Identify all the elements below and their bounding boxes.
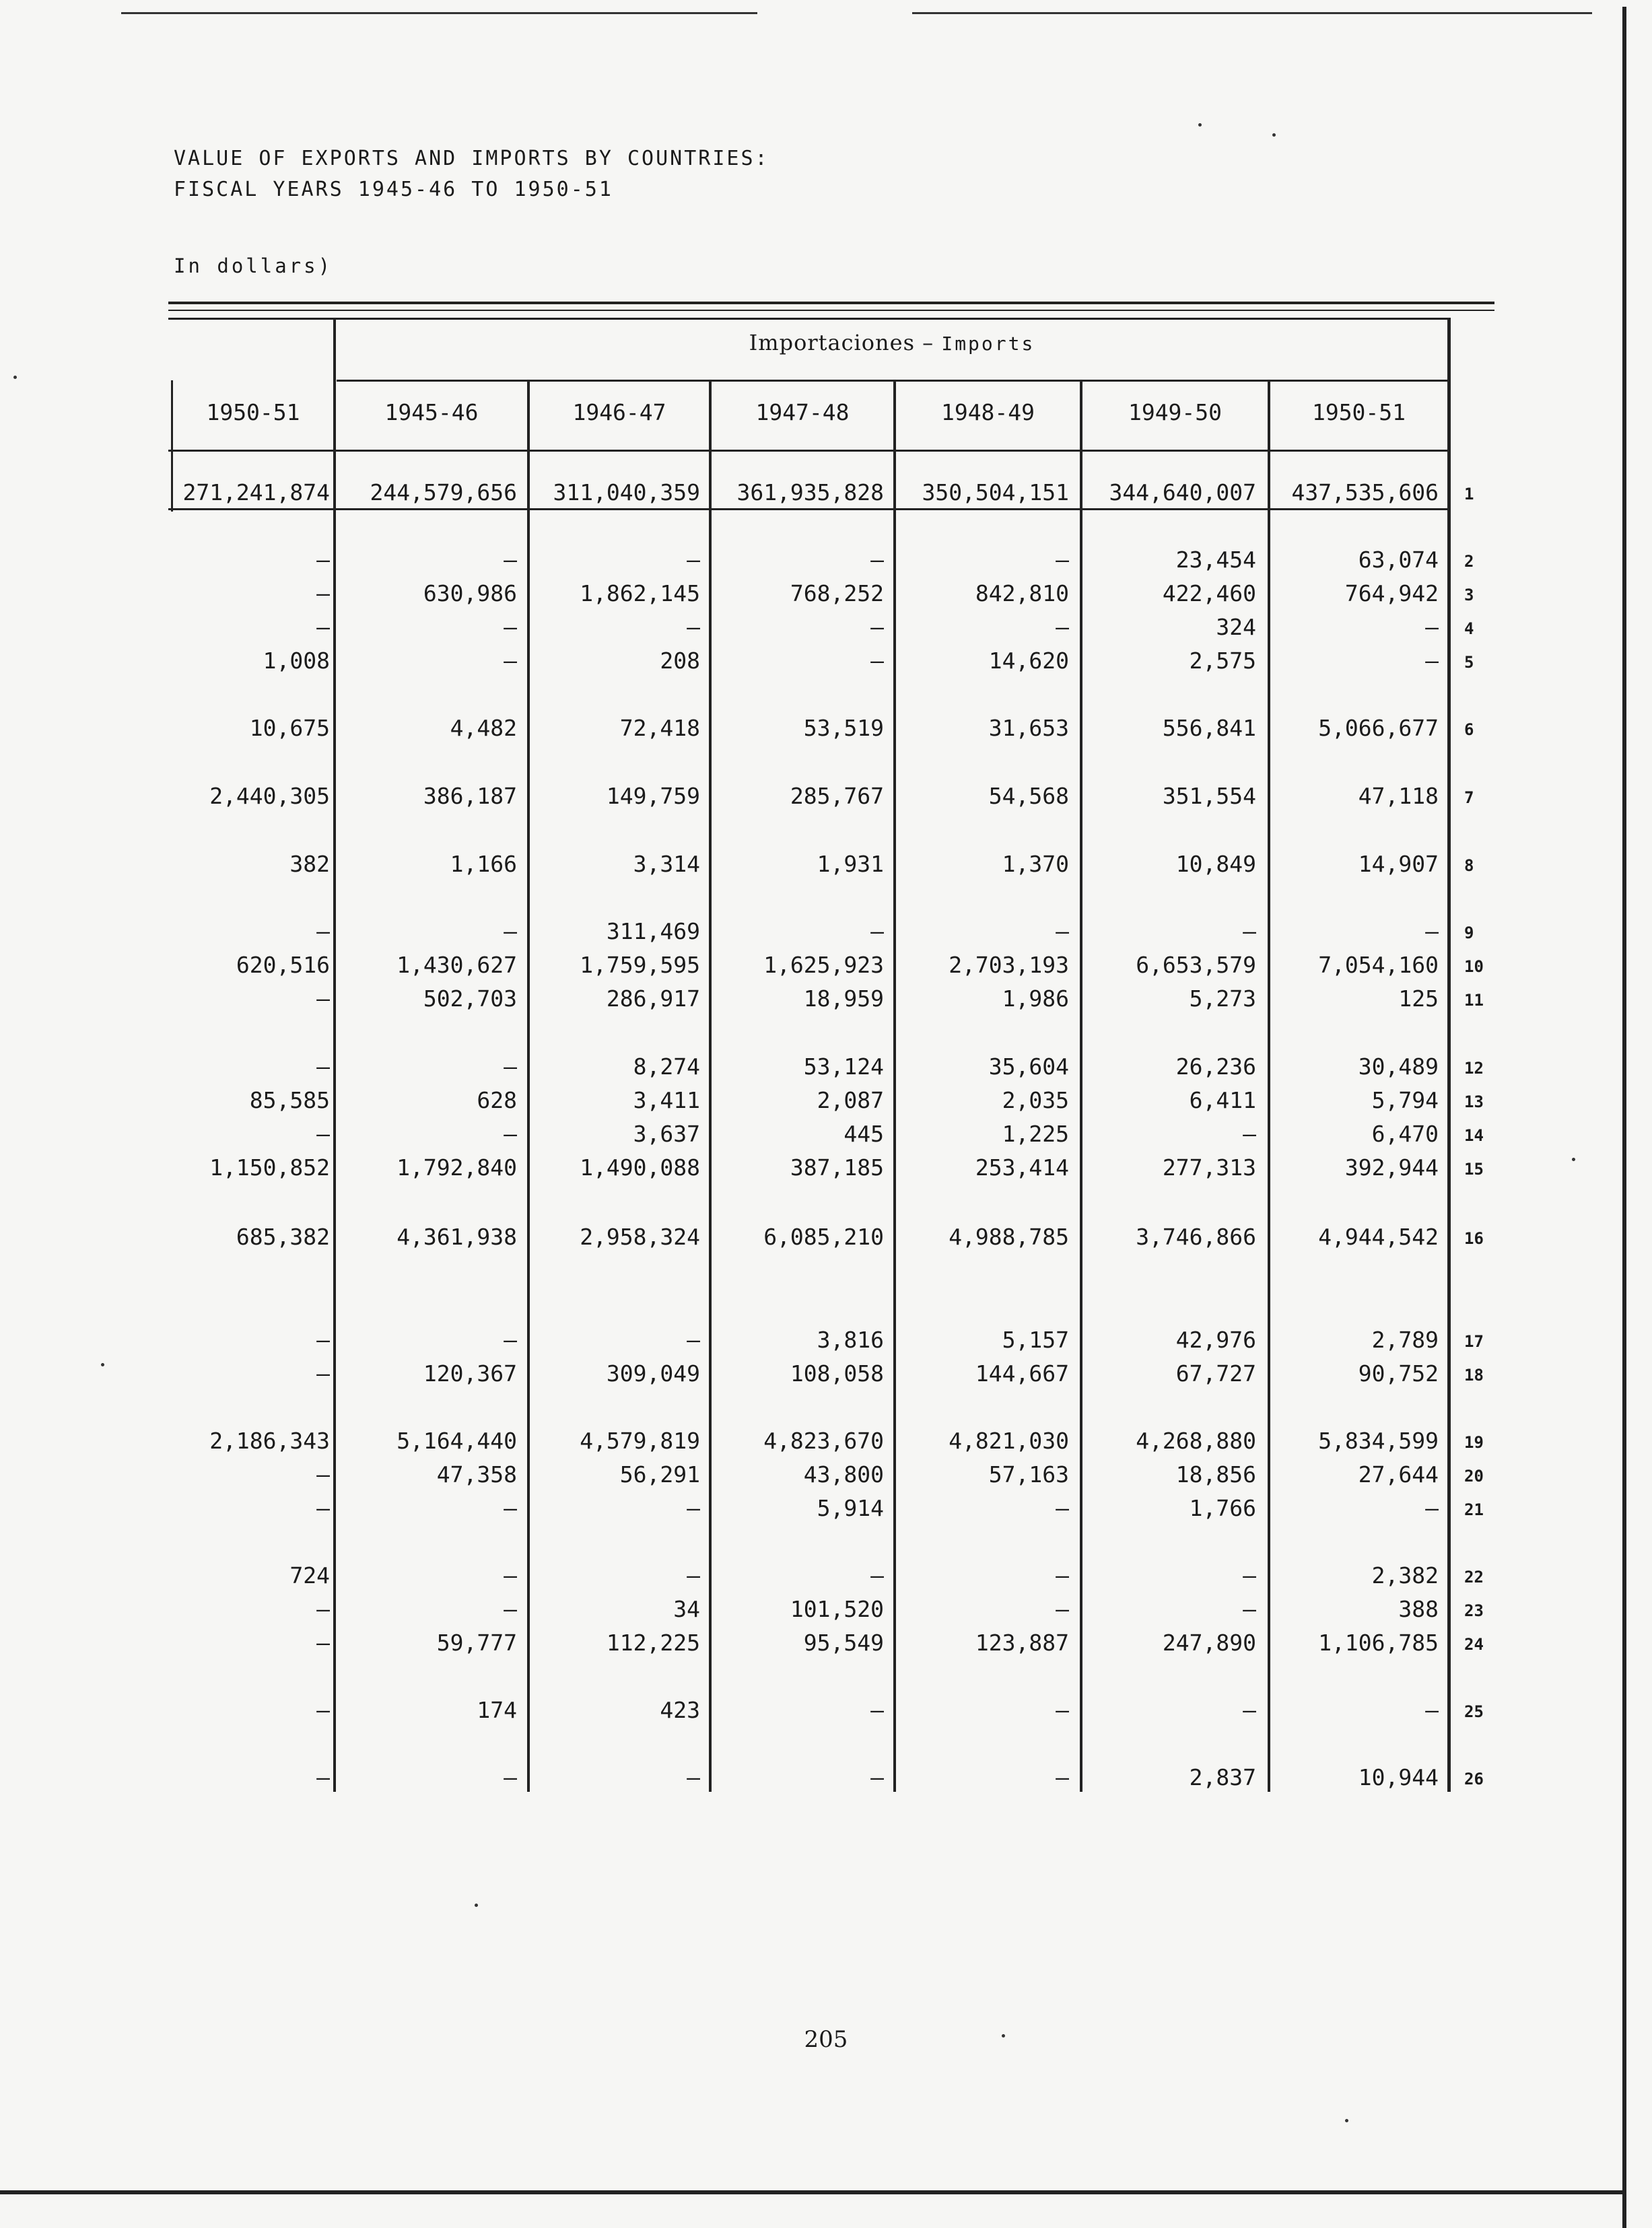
table-cell: 53,519	[803, 715, 884, 741]
imports-group-header	[337, 330, 1447, 355]
table-cell: 5,273	[1189, 985, 1256, 1012]
table-cell: 2,035	[1002, 1087, 1069, 1113]
table-cell: 2,440,305	[209, 783, 330, 809]
row-number: 23	[1464, 1601, 1484, 1620]
row-number: 4	[1464, 619, 1474, 638]
table-cell: —	[1056, 1697, 1069, 1723]
table-cell: 382	[289, 851, 330, 877]
table-cell: 63,074	[1358, 547, 1439, 573]
table-cell: 764,942	[1344, 580, 1439, 606]
table-cell: 57,163	[988, 1461, 1069, 1488]
table-cell: —	[316, 918, 330, 944]
table-cell: 120,367	[423, 1360, 517, 1387]
table-cell: 685,382	[236, 1224, 330, 1250]
table-cell: —	[316, 1630, 330, 1656]
column-line-5	[1080, 380, 1082, 1792]
table-cell: 437,535,606	[1291, 479, 1439, 506]
table-cell: 54,568	[988, 783, 1069, 809]
table-cell: —	[1056, 1562, 1069, 1589]
table-cell: —	[316, 1327, 330, 1353]
table-cell: —	[504, 1327, 517, 1353]
table-cell: 10,675	[249, 715, 330, 741]
table-cell: —	[316, 1461, 330, 1488]
table-cell: 56,291	[619, 1461, 700, 1488]
table-top-rule-1	[168, 302, 1494, 304]
title-line-1: VALUE OF EXPORTS AND IMPORTS BY COUNTRIES:	[174, 147, 769, 170]
table-cell: 556,841	[1162, 715, 1256, 741]
table-cell: 1,862,145	[580, 580, 700, 606]
table-cell: 2,186,343	[209, 1428, 330, 1454]
column-header-1945-46: 1945-46	[384, 399, 479, 425]
table-cell: 47,118	[1358, 783, 1439, 809]
page-frame-right	[1622, 7, 1626, 2228]
table-cell: —	[1425, 1697, 1439, 1723]
table-cell: 8,274	[633, 1053, 700, 1080]
table-cell: 285,767	[790, 783, 884, 809]
table-cell: 108,058	[790, 1360, 884, 1387]
table-cell: —	[504, 547, 517, 573]
column-header-imports-1950-51: 1950-51	[1311, 399, 1406, 425]
table-cell: 208	[660, 648, 700, 674]
table-cell: —	[1243, 1121, 1256, 1147]
column-header-1946-47: 1946-47	[572, 399, 666, 425]
table-cell: —	[1056, 1495, 1069, 1521]
row-number: 9	[1464, 924, 1474, 942]
table-cell: —	[316, 580, 330, 606]
column-line-3	[709, 380, 712, 1792]
table-cell: —	[504, 1053, 517, 1080]
table-cell: 72,418	[619, 715, 700, 741]
table-cell: 5,834,599	[1318, 1428, 1439, 1454]
table-cell: 112,225	[606, 1630, 700, 1656]
table-cell: 277,313	[1162, 1154, 1256, 1181]
table-cell: 27,644	[1358, 1461, 1439, 1488]
table-cell: —	[1056, 547, 1069, 573]
row-number: 8	[1464, 856, 1474, 875]
table-cell: —	[870, 547, 884, 573]
table-cell: 247,890	[1162, 1630, 1256, 1656]
row-number: 15	[1464, 1160, 1484, 1179]
table-cell: —	[1243, 918, 1256, 944]
table-cell: 3,746,866	[1136, 1224, 1256, 1250]
row-number: 7	[1464, 788, 1474, 807]
table-cell: 6,411	[1189, 1087, 1256, 1113]
scan-speck	[101, 1363, 104, 1366]
table-cell: —	[870, 614, 884, 640]
table-cell: —	[316, 1053, 330, 1080]
table-cell: 10,944	[1358, 1764, 1439, 1790]
table-cell: —	[504, 1562, 517, 1589]
table-cell: —	[687, 1327, 700, 1353]
column-line-1	[333, 318, 336, 1792]
table-cell: 67,727	[1175, 1360, 1256, 1387]
table-cell: 4,823,670	[763, 1428, 884, 1454]
table-cell: —	[316, 1360, 330, 1387]
table-cell: 1,150,852	[209, 1154, 330, 1181]
total-row-rule	[168, 508, 1451, 510]
table-cell: 350,504,151	[922, 479, 1069, 506]
table-cell: 6,470	[1371, 1121, 1439, 1147]
table-cell: 2,703,193	[949, 952, 1069, 978]
table-cell: 34	[673, 1596, 700, 1622]
table-cell: —	[687, 547, 700, 573]
table-cell: 4,821,030	[949, 1428, 1069, 1454]
table-cell: —	[870, 648, 884, 674]
table-cell: 85,585	[249, 1087, 330, 1113]
table-cell: 1,490,088	[580, 1154, 700, 1181]
row-number: 22	[1464, 1568, 1484, 1587]
table-cell: 1,759,595	[580, 952, 700, 978]
table-cell: —	[1243, 1596, 1256, 1622]
table-cell: 31,653	[988, 715, 1069, 741]
table-cell: —	[316, 1596, 330, 1622]
table-cell: —	[316, 1121, 330, 1147]
scan-speck	[13, 376, 17, 379]
table-cell: 423	[660, 1697, 700, 1723]
table-cell: —	[687, 1495, 700, 1521]
table-cell: 5,157	[1002, 1327, 1069, 1353]
table-cell: —	[870, 1764, 884, 1790]
table-cell: 2,382	[1371, 1562, 1439, 1589]
table-cell: 144,667	[975, 1360, 1069, 1387]
table-cell: 5,066,677	[1318, 715, 1439, 741]
table-cell: —	[870, 1562, 884, 1589]
table-cell: 387,185	[790, 1154, 884, 1181]
table-cell: 445	[844, 1121, 884, 1147]
unit-note: In dollars)	[174, 254, 333, 277]
table-cell: 10,849	[1175, 851, 1256, 877]
table-cell: 26,236	[1175, 1053, 1256, 1080]
table-cell: 244,579,656	[370, 479, 517, 506]
table-cell: 47,358	[436, 1461, 517, 1488]
table-cell: 422,460	[1162, 580, 1256, 606]
table-cell: —	[316, 1495, 330, 1521]
column-header-1948-49: 1948-49	[940, 399, 1035, 425]
table-cell: 1,625,923	[763, 952, 884, 978]
column-header-exports-1950-51: 1950-51	[206, 399, 300, 425]
table-cell: 149,759	[606, 783, 700, 809]
table-cell: —	[687, 1562, 700, 1589]
table-cell: 351,554	[1162, 783, 1256, 809]
table-cell: 842,810	[975, 580, 1069, 606]
scan-speck	[1572, 1158, 1575, 1161]
row-number: 11	[1464, 991, 1484, 1010]
table-cell: —	[1056, 1764, 1069, 1790]
table-cell: 361,935,828	[736, 479, 884, 506]
table-cell: 35,604	[988, 1053, 1069, 1080]
table-cell: 174	[477, 1697, 517, 1723]
column-line-2	[527, 380, 530, 1792]
table-cell: —	[1425, 614, 1439, 640]
row-number: 26	[1464, 1770, 1484, 1788]
table-cell: —	[1425, 1495, 1439, 1521]
row-number: 5	[1464, 653, 1474, 672]
table-cell: 101,520	[790, 1596, 884, 1622]
table-cell: 386,187	[423, 783, 517, 809]
table-cell: 18,959	[803, 985, 884, 1012]
table-cell: 392,944	[1344, 1154, 1439, 1181]
page-frame-bottom	[0, 2190, 1626, 2194]
row-number: 2	[1464, 552, 1474, 571]
table-cell: —	[687, 614, 700, 640]
table-cell: 18,856	[1175, 1461, 1256, 1488]
table-cell: —	[316, 547, 330, 573]
table-cell: —	[504, 1596, 517, 1622]
table-cell: 2,958,324	[580, 1224, 700, 1250]
row-number: 6	[1464, 720, 1474, 739]
row-number: 24	[1464, 1635, 1484, 1654]
table-cell: 620,516	[236, 952, 330, 978]
table-cell: 724	[289, 1562, 330, 1589]
scan-speck	[1272, 133, 1276, 137]
row-number: 20	[1464, 1467, 1484, 1486]
table-cell: 1,430,627	[397, 952, 517, 978]
table-cell: 5,794	[1371, 1087, 1439, 1113]
title-line-2: FISCAL YEARS 1945-46 TO 1950-51	[174, 178, 613, 201]
table-cell: 4,988,785	[949, 1224, 1069, 1250]
table-cell: 324	[1216, 614, 1256, 640]
table-cell: 1,106,785	[1318, 1630, 1439, 1656]
table-cell: —	[504, 1121, 517, 1147]
column-header-1949-50: 1949-50	[1128, 399, 1223, 425]
row-number: 10	[1464, 957, 1484, 976]
table-cell: 2,789	[1371, 1327, 1439, 1353]
table-cell: 286,917	[606, 985, 700, 1012]
column-line-4	[893, 380, 896, 1792]
table-cell: —	[504, 918, 517, 944]
table-cell: 768,252	[790, 580, 884, 606]
table-cell: 3,411	[633, 1087, 700, 1113]
table-cell: —	[687, 1764, 700, 1790]
table-top-rule-2	[168, 310, 1494, 311]
table-cell: 95,549	[803, 1630, 884, 1656]
table-cell: 4,579,819	[580, 1428, 700, 1454]
table-cell: 23,454	[1175, 547, 1256, 573]
table-cell: 5,914	[817, 1495, 884, 1521]
table-cell: —	[1056, 918, 1069, 944]
table-cell: 1,225	[1002, 1121, 1069, 1147]
table-cell: —	[1425, 918, 1439, 944]
row-number: 3	[1464, 586, 1474, 604]
table-cell: 3,816	[817, 1327, 884, 1353]
imports-label-spanish: Importaciones –	[749, 330, 934, 355]
table-cell: —	[316, 1697, 330, 1723]
table-cell: 2,837	[1189, 1764, 1256, 1790]
row-number: 19	[1464, 1433, 1484, 1452]
scan-speck	[1002, 2034, 1005, 2038]
table-cell: 43,800	[803, 1461, 884, 1488]
table-cell: 1,766	[1189, 1495, 1256, 1521]
page-number: 205	[804, 2026, 848, 2053]
table-cell: 311,040,359	[553, 479, 700, 506]
imports-label-english: Imports	[941, 333, 1035, 355]
scan-speck	[1198, 123, 1202, 127]
table-cell: —	[316, 1764, 330, 1790]
table-cell: —	[1056, 614, 1069, 640]
table-cell: 59,777	[436, 1630, 517, 1656]
row-number: 18	[1464, 1366, 1484, 1385]
scan-speck	[1345, 2119, 1348, 2122]
table-cell: —	[316, 614, 330, 640]
table-cell: 53,124	[803, 1053, 884, 1080]
table-cell: —	[316, 985, 330, 1012]
table-cell: 14,620	[988, 648, 1069, 674]
row-number: 1	[1464, 485, 1474, 503]
column-line-6	[1268, 380, 1270, 1792]
table-cell: 388	[1398, 1596, 1439, 1622]
table-cell: 271,241,874	[182, 479, 330, 506]
table-cell: 311,469	[606, 918, 700, 944]
table-cell: 6,085,210	[763, 1224, 884, 1250]
table-cell: 1,166	[450, 851, 517, 877]
row-number: 25	[1464, 1702, 1484, 1721]
table-cell: 2,575	[1189, 648, 1256, 674]
column-line-7	[1447, 318, 1451, 1792]
table-cell: 7,054,160	[1318, 952, 1439, 978]
table-cell: —	[1243, 1697, 1256, 1723]
table-cell: 42,976	[1175, 1327, 1256, 1353]
table-cell: 628	[477, 1087, 517, 1113]
table-cell: 4,482	[450, 715, 517, 741]
header-rule-top	[168, 318, 1451, 320]
table-cell: 502,703	[423, 985, 517, 1012]
table-cell: 3,637	[633, 1121, 700, 1147]
table-cell: —	[870, 918, 884, 944]
table-cell: 4,361,938	[397, 1224, 517, 1250]
table-cell: 90,752	[1358, 1360, 1439, 1387]
table-cell: 6,653,579	[1136, 952, 1256, 978]
top-rule-left	[121, 12, 757, 14]
table-cell: 344,640,007	[1109, 479, 1256, 506]
table-cell: 1,008	[263, 648, 330, 674]
table-cell: 14,907	[1358, 851, 1439, 877]
table-cell: —	[504, 1495, 517, 1521]
row-number: 21	[1464, 1500, 1484, 1519]
row-number: 17	[1464, 1332, 1484, 1351]
table-cell: 253,414	[975, 1154, 1069, 1181]
row-number: 14	[1464, 1126, 1484, 1145]
column-header-1947-48: 1947-48	[755, 399, 850, 425]
table-cell: 2,087	[817, 1087, 884, 1113]
table-cell: 4,268,880	[1136, 1428, 1256, 1454]
table-cell: 630,986	[423, 580, 517, 606]
table-cell: —	[504, 614, 517, 640]
table-cell: 3,314	[633, 851, 700, 877]
table-cell: 1,370	[1002, 851, 1069, 877]
table-cell: 1,792,840	[397, 1154, 517, 1181]
row-number: 16	[1464, 1229, 1484, 1248]
table-cell: 125	[1398, 985, 1439, 1012]
table-cell: 309,049	[606, 1360, 700, 1387]
top-rule-right	[912, 12, 1592, 14]
table-cell: 1,986	[1002, 985, 1069, 1012]
table-cell: —	[1425, 648, 1439, 674]
table-cell: 4,944,542	[1318, 1224, 1439, 1250]
row-number: 13	[1464, 1092, 1484, 1111]
row-number: 12	[1464, 1059, 1484, 1078]
table-cell: —	[504, 1764, 517, 1790]
table-cell: —	[870, 1697, 884, 1723]
table-cell: —	[1243, 1562, 1256, 1589]
table-cell: 1,931	[817, 851, 884, 877]
table-cell: 123,887	[975, 1630, 1069, 1656]
table-cell: —	[1056, 1596, 1069, 1622]
table-cell: 5,164,440	[397, 1428, 517, 1454]
header-rule-bottom	[168, 450, 1451, 452]
scan-speck	[475, 1904, 478, 1907]
table-cell: 30,489	[1358, 1053, 1439, 1080]
table-cell: —	[504, 648, 517, 674]
